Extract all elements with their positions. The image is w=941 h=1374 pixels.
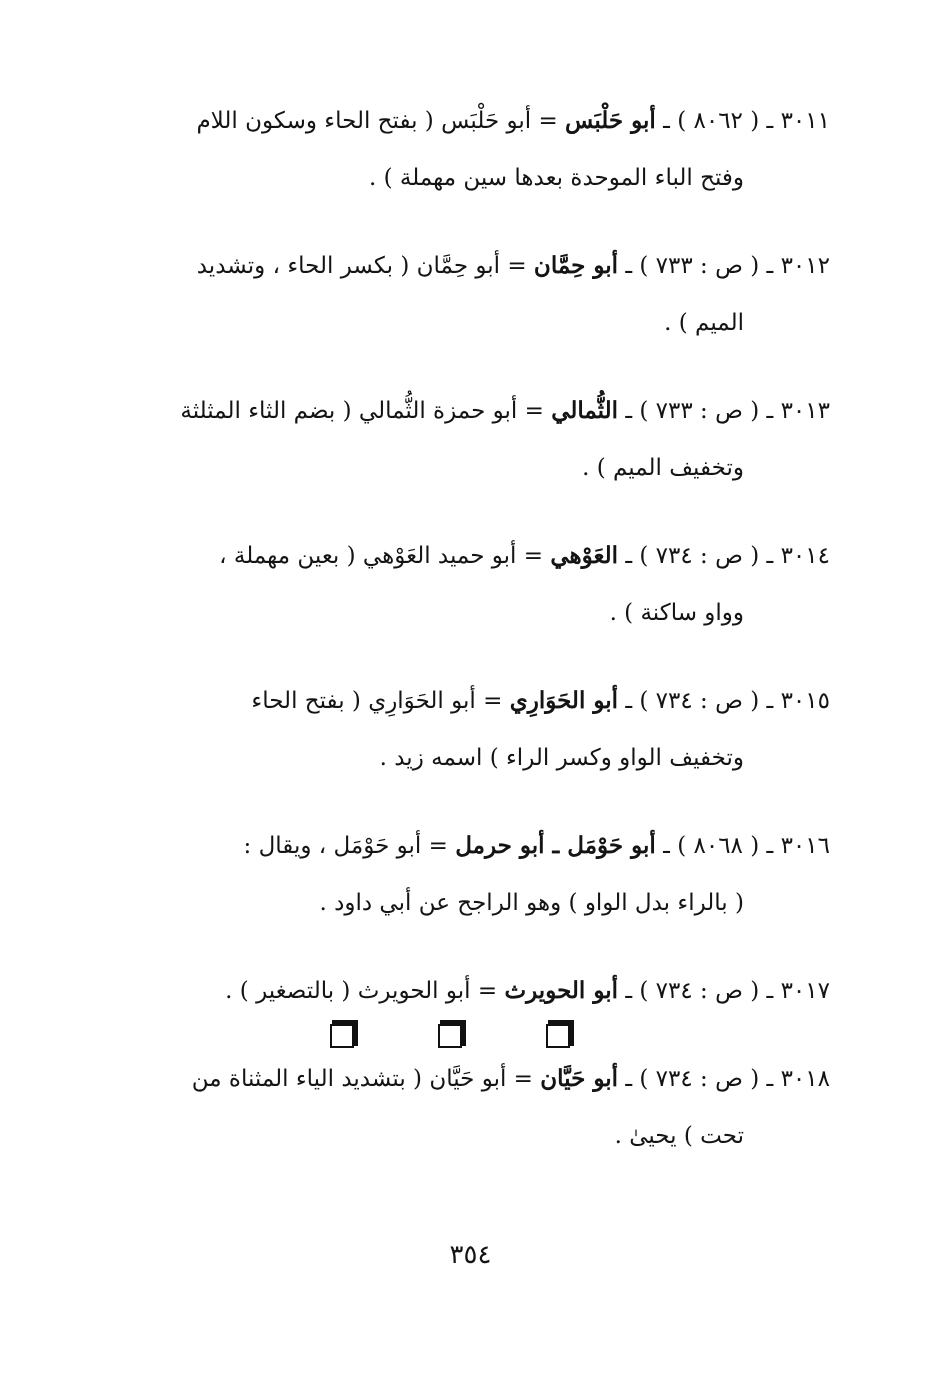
entry-continuation: وواو ساكنة ) . xyxy=(609,600,744,626)
entry-body: = أبو حَلْبَس ( بفتح الحاء وسكون اللام xyxy=(196,108,558,134)
entry-reference: ( ص : ٧٣٤ ) ـ xyxy=(625,1066,760,1092)
entry-3011 xyxy=(78,92,830,207)
entry-heading: أبو الحَوَارِي xyxy=(509,687,619,714)
entry-body: = أبو حمزة الثُّمالي ( بضم الثاء المثلثة xyxy=(180,398,544,424)
entry-body: = أبو حَيَّان ( بتشديد الياء المثناة من xyxy=(191,1066,533,1092)
entry-reference: ( ٨٠٦٢ ) ـ xyxy=(663,108,760,134)
section-end-ornament xyxy=(330,1020,570,1060)
entry-3016 xyxy=(78,817,830,932)
entry-number: ٣٠١٣ ـ xyxy=(766,398,830,424)
entry-heading: أبو الحويرث xyxy=(504,977,619,1004)
entry-continuation: ( بالراء بدل الواو ) وهو الراجح عن أبي داود . xyxy=(319,890,744,916)
entry-3012 xyxy=(78,237,830,352)
entry-heading: أبو حِمَّان xyxy=(533,252,619,279)
entry-body: = أبو حِمَّان ( بكسر الحاء ، وتشديد xyxy=(196,253,527,279)
entry-heading: أبو حَوْمَل ـ أبو حرمل xyxy=(455,832,656,859)
entry-number: ٣٠١١ ـ xyxy=(766,108,830,134)
entry-reference: ( ص : ٧٣٤ ) ـ xyxy=(625,543,760,569)
entry-reference: ( ٨٠٦٨ ) ـ xyxy=(663,833,760,859)
entry-continuation: تحت ) يحيىٰ . xyxy=(614,1123,744,1149)
entry-3014 xyxy=(78,527,830,642)
entry-heading: الثُّمالي xyxy=(551,397,619,424)
square-ornament-icon xyxy=(438,1024,462,1048)
entry-heading: أبو حَلْبَس xyxy=(565,107,656,134)
entry-reference: ( ص : ٧٣٣ ) ـ xyxy=(625,398,760,424)
entry-reference: ( ص : ٧٣٤ ) ـ xyxy=(625,688,760,714)
entry-number: ٣٠١٤ ـ xyxy=(766,543,830,569)
square-ornament-icon xyxy=(546,1024,570,1048)
entry-body: = أبو حَوْمَل ، ويقال : xyxy=(243,833,448,859)
entry-heading: أبو حَيَّان xyxy=(540,1065,619,1092)
entry-3013 xyxy=(78,382,830,497)
entry-continuation: الميم ) . xyxy=(664,310,744,336)
square-ornament-icon xyxy=(330,1024,354,1048)
entry-continuation: وتخفيف الميم ) . xyxy=(582,455,744,481)
entry-3015 xyxy=(78,672,830,787)
entry-3018 xyxy=(78,1050,830,1165)
entry-continuation: وتخفيف الواو وكسر الراء ) اسمه زيد . xyxy=(379,745,744,771)
entry-number: ٣٠١٦ ـ xyxy=(766,833,830,859)
entry-body: = أبو الحَوَارِي ( بفتح الحاء xyxy=(251,688,503,714)
entry-body: = أبو الحويرث ( بالتصغير ) . xyxy=(225,978,498,1004)
page-number: ٣٥٤ xyxy=(449,1240,492,1270)
entry-number: ٣٠١٢ ـ xyxy=(766,253,830,279)
entry-number: ٣٠١٨ ـ xyxy=(766,1066,830,1092)
entry-number: ٣٠١٧ ـ xyxy=(766,978,830,1004)
entry-3017 xyxy=(78,962,830,1020)
entry-number: ٣٠١٥ ـ xyxy=(766,688,830,714)
entry-continuation: وفتح الباء الموحدة بعدها سين مهملة ) . xyxy=(368,165,744,191)
entry-reference: ( ص : ٧٣٣ ) ـ xyxy=(625,253,760,279)
entry-heading: العَوْهي xyxy=(550,542,619,569)
entry-reference: ( ص : ٧٣٤ ) ـ xyxy=(625,978,760,1004)
entry-body: = أبو حميد العَوْهي ( بعين مهملة ، xyxy=(219,543,544,569)
